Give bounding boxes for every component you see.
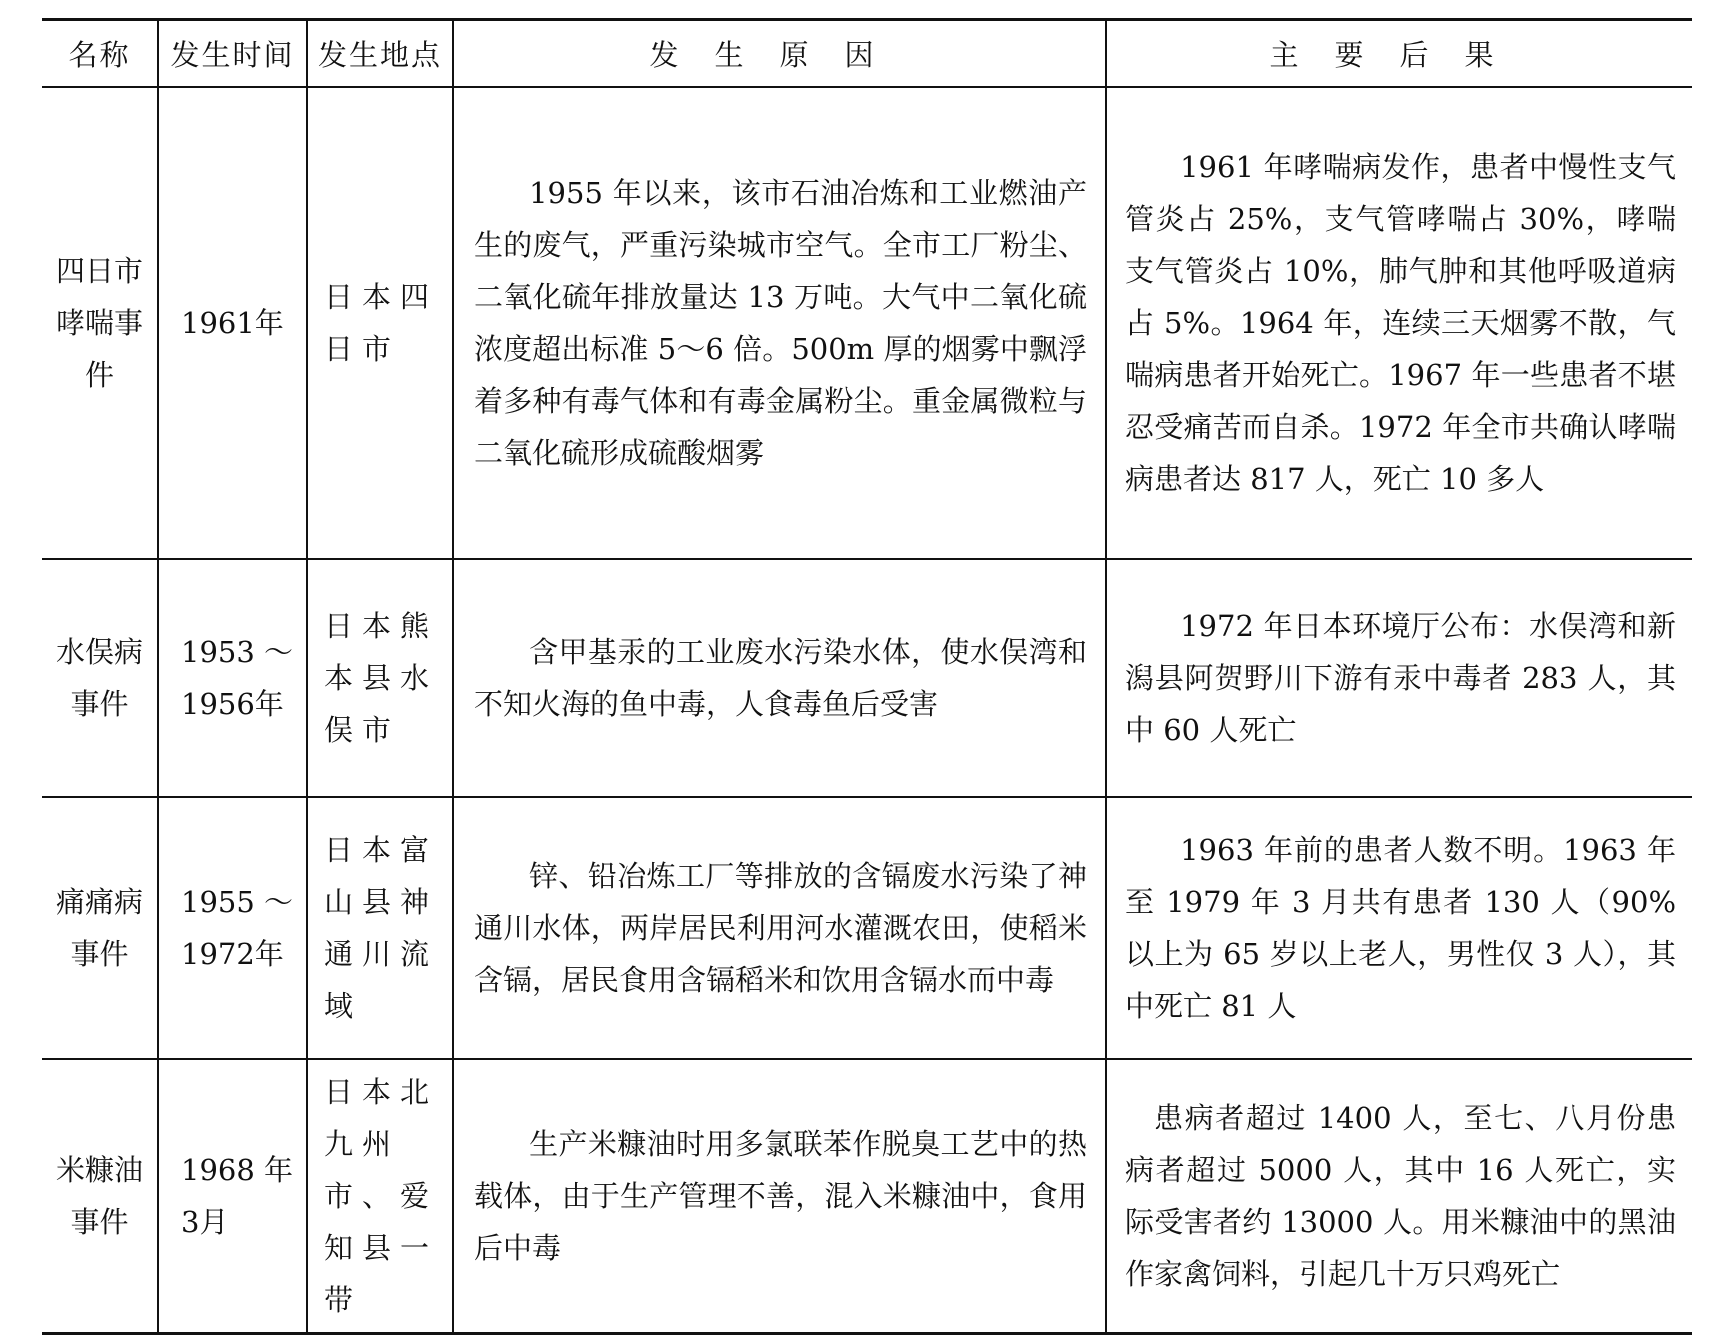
event-result: 患病者超过 1400 人，至七、八月份患病者超过 5000 人，其中 16 人死亡，实际受害者约 13000 人。用米糠油中的黑油作家禽饲料，引起几十万只鸡死亡 bbox=[1106, 1059, 1692, 1334]
event-time: 1968 年 3月 bbox=[158, 1059, 307, 1334]
pollution-events-table bbox=[42, 18, 1692, 1335]
event-place: 日本富山县神通川流域 bbox=[307, 797, 453, 1059]
header-cause: 发生原因 bbox=[453, 20, 1106, 88]
event-cause: 含甲基汞的工业废水污染水体，使水俣湾和不知火海的鱼中毒，人食毒鱼后受害 bbox=[453, 559, 1106, 797]
table-row bbox=[42, 87, 1692, 559]
event-time: 1955 ～ 1972年 bbox=[158, 797, 307, 1059]
event-place: 日本熊本县水俣市 bbox=[307, 559, 453, 797]
event-name: 米糠油事件 bbox=[42, 1059, 158, 1334]
header-result: 主要后果 bbox=[1106, 20, 1692, 88]
table-row bbox=[42, 797, 1692, 1059]
event-time: 1953 ～ 1956年 bbox=[158, 559, 307, 797]
header-place: 发生地点 bbox=[307, 20, 453, 88]
event-place: 日本四日市 bbox=[307, 87, 453, 559]
event-name: 水俣病事件 bbox=[42, 559, 158, 797]
event-cause: 生产米糠油时用多氯联苯作脱臭工艺中的热载体，由于生产管理不善，混入米糠油中，食用后中毒 bbox=[453, 1059, 1106, 1334]
event-result: 1963 年前的患者人数不明。1963 年至 1979 年 3 月共有患者 130 人（90%以上为 65 岁以上老人，男性仅 3 人），其中死亡 81 人 bbox=[1106, 797, 1692, 1059]
event-cause: 锌、铅冶炼工厂等排放的含镉废水污染了神通川水体，两岸居民利用河水灌溉农田，使稻米含镉，居民食用含镉稻米和饮用含镉水而中毒 bbox=[453, 797, 1106, 1059]
header-name: 名称 bbox=[42, 20, 158, 88]
event-cause: 1955 年以来，该市石油冶炼和工业燃油产生的废气，严重污染城市空气。全市工厂粉尘、二氧化硫年排放量达 13 万吨。大气中二氧化硫浓度超出标准 5～6 倍。500m 厚的烟雾中飘浮着多种有毒气体和有毒金属粉尘。重金属微粒与二氧化硫形成硫酸烟雾 bbox=[453, 87, 1106, 559]
event-name: 痛痛病事件 bbox=[42, 797, 158, 1059]
event-result: 1972 年日本环境厅公布：水俣湾和新潟县阿贺野川下游有汞中毒者 283 人，其中 60 人死亡 bbox=[1106, 559, 1692, 797]
event-time: 1961年 bbox=[158, 87, 307, 559]
table-row bbox=[42, 559, 1692, 797]
event-result: 1961 年哮喘病发作，患者中慢性支气管炎占 25%，支气管哮喘占 30%，哮喘支气管炎占 10%，肺气肿和其他呼吸道病占 5%。1964 年，连续三天烟雾不散，气喘病患者开始死亡。1967 年一些患者不堪忍受痛苦而自杀。1972 年全市共确认哮喘病患者达 817 人，死亡 10 多人 bbox=[1106, 87, 1692, 559]
event-name: 四日市哮喘事件 bbox=[42, 87, 158, 559]
table-row bbox=[42, 1059, 1692, 1334]
header-time: 发生时间 bbox=[158, 20, 307, 88]
header-row bbox=[42, 20, 1692, 88]
event-place: 日本北九州市、爱知县一带 bbox=[307, 1059, 453, 1334]
